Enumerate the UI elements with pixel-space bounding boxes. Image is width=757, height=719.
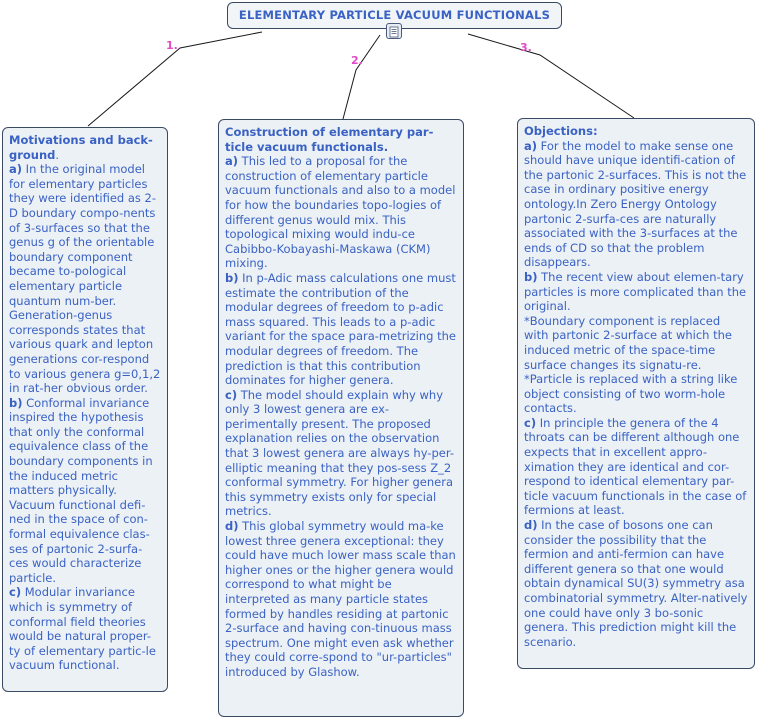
box3-c-text: In principle the genera of the 4 throats can be different although one expects that in excellent appro-ximation they are identical and cor-respond to identical elementary par-ticle vacuum functionals in the case of fermions at least. [524, 415, 747, 518]
topic-objections[interactable] [517, 118, 755, 669]
root-topic-title: ELEMENTARY PARTICLE VACUUM FUNCTIONALS [238, 8, 551, 22]
topic-construction[interactable] [218, 119, 464, 717]
box2-heading: Construction of elementary par-ticle vacuum functionals. [225, 125, 434, 154]
box2-d-text: This global symmetry would ma-ke lowest three genera exceptional: they could have much lower mass scale than higher ones or the higher genera would correspond to what might be interpreted as many particle states formed by handles residing at partonic 2-surface and having con-tinuous mass spectrum. One might even ask whether they could corre-spond to "ur-particles" introduced by Glashow. [225, 519, 456, 679]
box2-a-text: This led to a proposal for the construction of elementary particle vacuum functionals and also to a model for how the boundaries topo-logies of different genus would mix. This topological mixing would indu-ce Cabibbo-Kobayashi-Maskawa (CKM) mixing. [225, 154, 456, 271]
box1-b-text: Conformal invariance inspired the hypothesis that only the conformal equivalence class of the boundary components in the induced metric matters physically. Vacuum functional defi-ned in the space of con-formal equivalence clas-ses of partonic 2-surfa-ces would characterize particle. [9, 395, 153, 585]
box1-b-label: b) [9, 395, 23, 410]
box3-c-label: c) [524, 415, 537, 430]
box2-d-label: d) [225, 519, 239, 534]
box1-c-text: Modular invariance which is symmetry of conformal field theories would be natural proper-ty of elementary partic-le vacuum functional. [9, 585, 156, 673]
link-label-2: 2. [351, 54, 363, 67]
box1-heading-tail: . [55, 147, 60, 162]
box3-heading: Objections: [524, 124, 598, 138]
connector-line-2 [343, 35, 380, 119]
box1-c-label: c) [9, 585, 22, 600]
box1-a-label: a) [9, 162, 23, 177]
box2-b-text: In p-Adic mass calculations one must estimate the contribution of the modular degrees of freedom to p-adic mass squared. This leads to a p-adic variant for the space para-metrizing the modular degrees of freedom. The prediction is that this contribution dominates for higher genera. [225, 270, 456, 388]
box3-b-star2: *Particle is replaced with a string like object consisting of two worm-hole contacts. [524, 372, 738, 416]
box1-a-text: In the original model for elementary particles they were identified as 2-D boundary compo-nents of 3-surfaces so that the genus g of the orientable boundary component became to-pological elementary particle quantum num-ber. Generation-genus corresponds states that various quark and lepton generations cor-respond to various genera g=0,1,2 in rat-her obvious order. [9, 162, 161, 396]
box2-a-label: a) [225, 154, 239, 169]
connector-line-3 [468, 34, 634, 118]
box2-c-label: c) [225, 387, 238, 402]
box1-heading: Motivations and back-ground [9, 133, 153, 162]
box3-b-text: The recent view about elemen-tary particles is more complicated than the original. [524, 269, 747, 314]
box2-b-label: b) [225, 270, 239, 285]
link-label-3: 3. [520, 41, 532, 54]
topic-motivations[interactable] [2, 127, 168, 692]
box3-d-label: d) [524, 518, 538, 533]
box3-a-text: For the model to make sense one should have unique identifi-cation of the partonic 2-surfaces. This is not the case in ordinary positive energy ontology.In Zero Energy Ontology partonic 2-surfa-ces are naturally associated with the 3-surfaces at the ends of CD so that the problem disappears. [524, 138, 747, 270]
box3-a-label: a) [524, 138, 538, 153]
box3-b-label: b) [524, 269, 538, 284]
box3-d-text: In the case of bosons one can consider the possibility that the fermion and anti-fermion can have different genera so that one would obtain dynamical SU(3) symmetry asa combinatorial symmetry. Alter-natively one could have only 3 bo-sonic genera. This prediction might kill the scenario. [524, 518, 748, 649]
link-label-1: 1. [166, 39, 178, 52]
box3-b-star1: *Boundary component is replaced with partonic 2-surface at which the induced metric of the space-time surface changes its signatu-re. [524, 313, 732, 372]
document-icon[interactable] [386, 23, 402, 39]
box2-c-text: The model should explain why why only 3 lowest genera are ex-perimentally present. The proposed explanation relies on the observation that 3 lowest genera are always hy-per-elliptic meaning that they pos-sess Z_2 conformal symmetry. For higher genera this symmetry exists only for special metrics. [225, 387, 454, 519]
